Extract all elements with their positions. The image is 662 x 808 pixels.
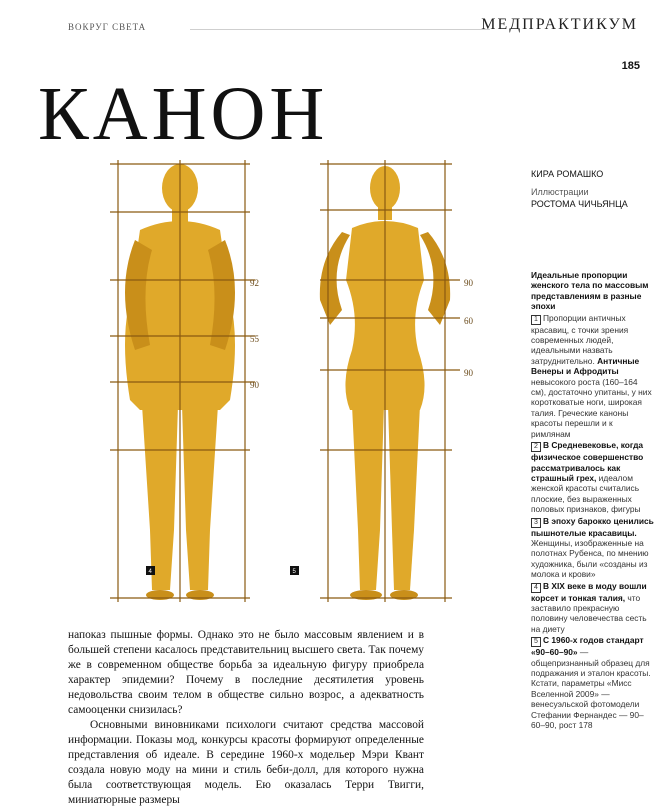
- illustrations-label: Иллюстрации: [531, 187, 589, 197]
- section-label-right: МЕДПРАКТИКУМ: [481, 16, 638, 33]
- sidebar: [531, 270, 654, 730]
- sidebar-item-4: [531, 581, 654, 635]
- sidebar-intro: Идеальные пропорции женского тела по массовым представлениям в разные эпохи: [531, 270, 649, 312]
- sidebar-item-bold: В Средневековье, когда физическое совершенство рассматривалось как страшный грех,: [531, 440, 644, 483]
- sidebar-item-rest: что заставило прекрасную половину человечества сесть на диету: [531, 592, 647, 634]
- figure-5-bust: 90: [464, 278, 473, 288]
- sidebar-item-3: [531, 516, 654, 580]
- sidebar-item-5: [531, 635, 654, 730]
- sidebar-item-bold: В XIX веке в моду вошли корсет и тонкая талия,: [531, 580, 647, 603]
- figure-4-hips: 90: [250, 380, 259, 390]
- figure-4-waist: 55: [250, 334, 259, 344]
- page-number: 185: [621, 60, 640, 72]
- sidebar-item-bold: С 1960-х годов стандарт «90–60–90»: [531, 635, 644, 658]
- sidebar-item-number: 4: [531, 583, 541, 593]
- body-paragraph-2: Основными виновниками психологи считают средства массовой информации. Показы мод, конкурсы красоты формируют определенные представления об идеале. В середине 1960-х модельер Мэри Квант создала новую моду на мини и стиль беби-долл, для которого нужна была соответствующая модель. Ею оказалась Терри Твигги, миниатюрные размеры: [68, 719, 424, 806]
- figure-4: [110, 160, 260, 602]
- sidebar-item-bold: В эпоху барокко ценились пышнотелые красавицы.: [531, 515, 654, 538]
- sidebar-item-number: 1: [531, 315, 541, 325]
- byline: [531, 168, 651, 210]
- sidebar-item-1: [531, 313, 654, 439]
- illustrator-name: РОСТОМА ЧИЧЬЯНЦА: [531, 199, 628, 209]
- article-title: КАНОН: [38, 72, 329, 156]
- sidebar-item-number: 2: [531, 442, 541, 452]
- article-body: [68, 628, 424, 808]
- sidebar-item-number: 3: [531, 518, 541, 528]
- header-rule: [190, 29, 490, 30]
- sidebar-item-rest: Женщины, изображенные на полотнах Рубенса, по мнению художника, были «созданы из молока и крови»: [531, 537, 649, 580]
- body-paragraph-1: напоказ пышные формы. Однако это не было массовым явлением и в большей степени касалось представительниц высшего света. Так почему же в современном обществе борьба за идеальную фигуру приобрела характер эпидемии? Почему в последние десятилетия уровень недовольства своим телом в обществе сильно возрос, а адекватность самооценки снизилась?: [68, 629, 424, 716]
- sidebar-item-2: [531, 440, 654, 514]
- section-label-left: ВОКРУГ СВЕТА: [68, 22, 147, 32]
- figure-illustration: [80, 150, 510, 620]
- figure-4-bust: 92: [250, 278, 259, 288]
- figure-5-hips: 90: [464, 368, 473, 378]
- sidebar-item-rest: — общепризнанный образец для подражания и эталон красоты. Кстати, параметры «Мисс Вселенной 2009» — венесуэльской фотомодели Стефании Фернандес — 90–60–90, рост 178: [531, 647, 651, 731]
- sidebar-item-text: Пропорции античных красавиц, с точки зрения современных людей, идеальными назвать затруднительно.: [531, 312, 629, 366]
- figure-5: [290, 160, 474, 602]
- author-name: КИРА РОМАШКО: [531, 169, 604, 179]
- sidebar-item-rest: невысокого роста (160–164 см), достаточно упитаны, у них коротковатые ноги, широкая талия. Греческие каноны красоты перешли и к римлянам: [531, 376, 652, 439]
- figure-5-number: 5: [292, 569, 296, 575]
- figure-5-waist: 60: [464, 316, 473, 326]
- sidebar-item-bold: Античные Венеры и Афродиты: [531, 355, 640, 377]
- sidebar-item-number: 5: [531, 637, 541, 647]
- sidebar-item-rest: идеалом женской красоты считались плоские, без выраженных половых признаков, фигуры: [531, 472, 641, 515]
- figure-4-number: 4: [148, 569, 152, 575]
